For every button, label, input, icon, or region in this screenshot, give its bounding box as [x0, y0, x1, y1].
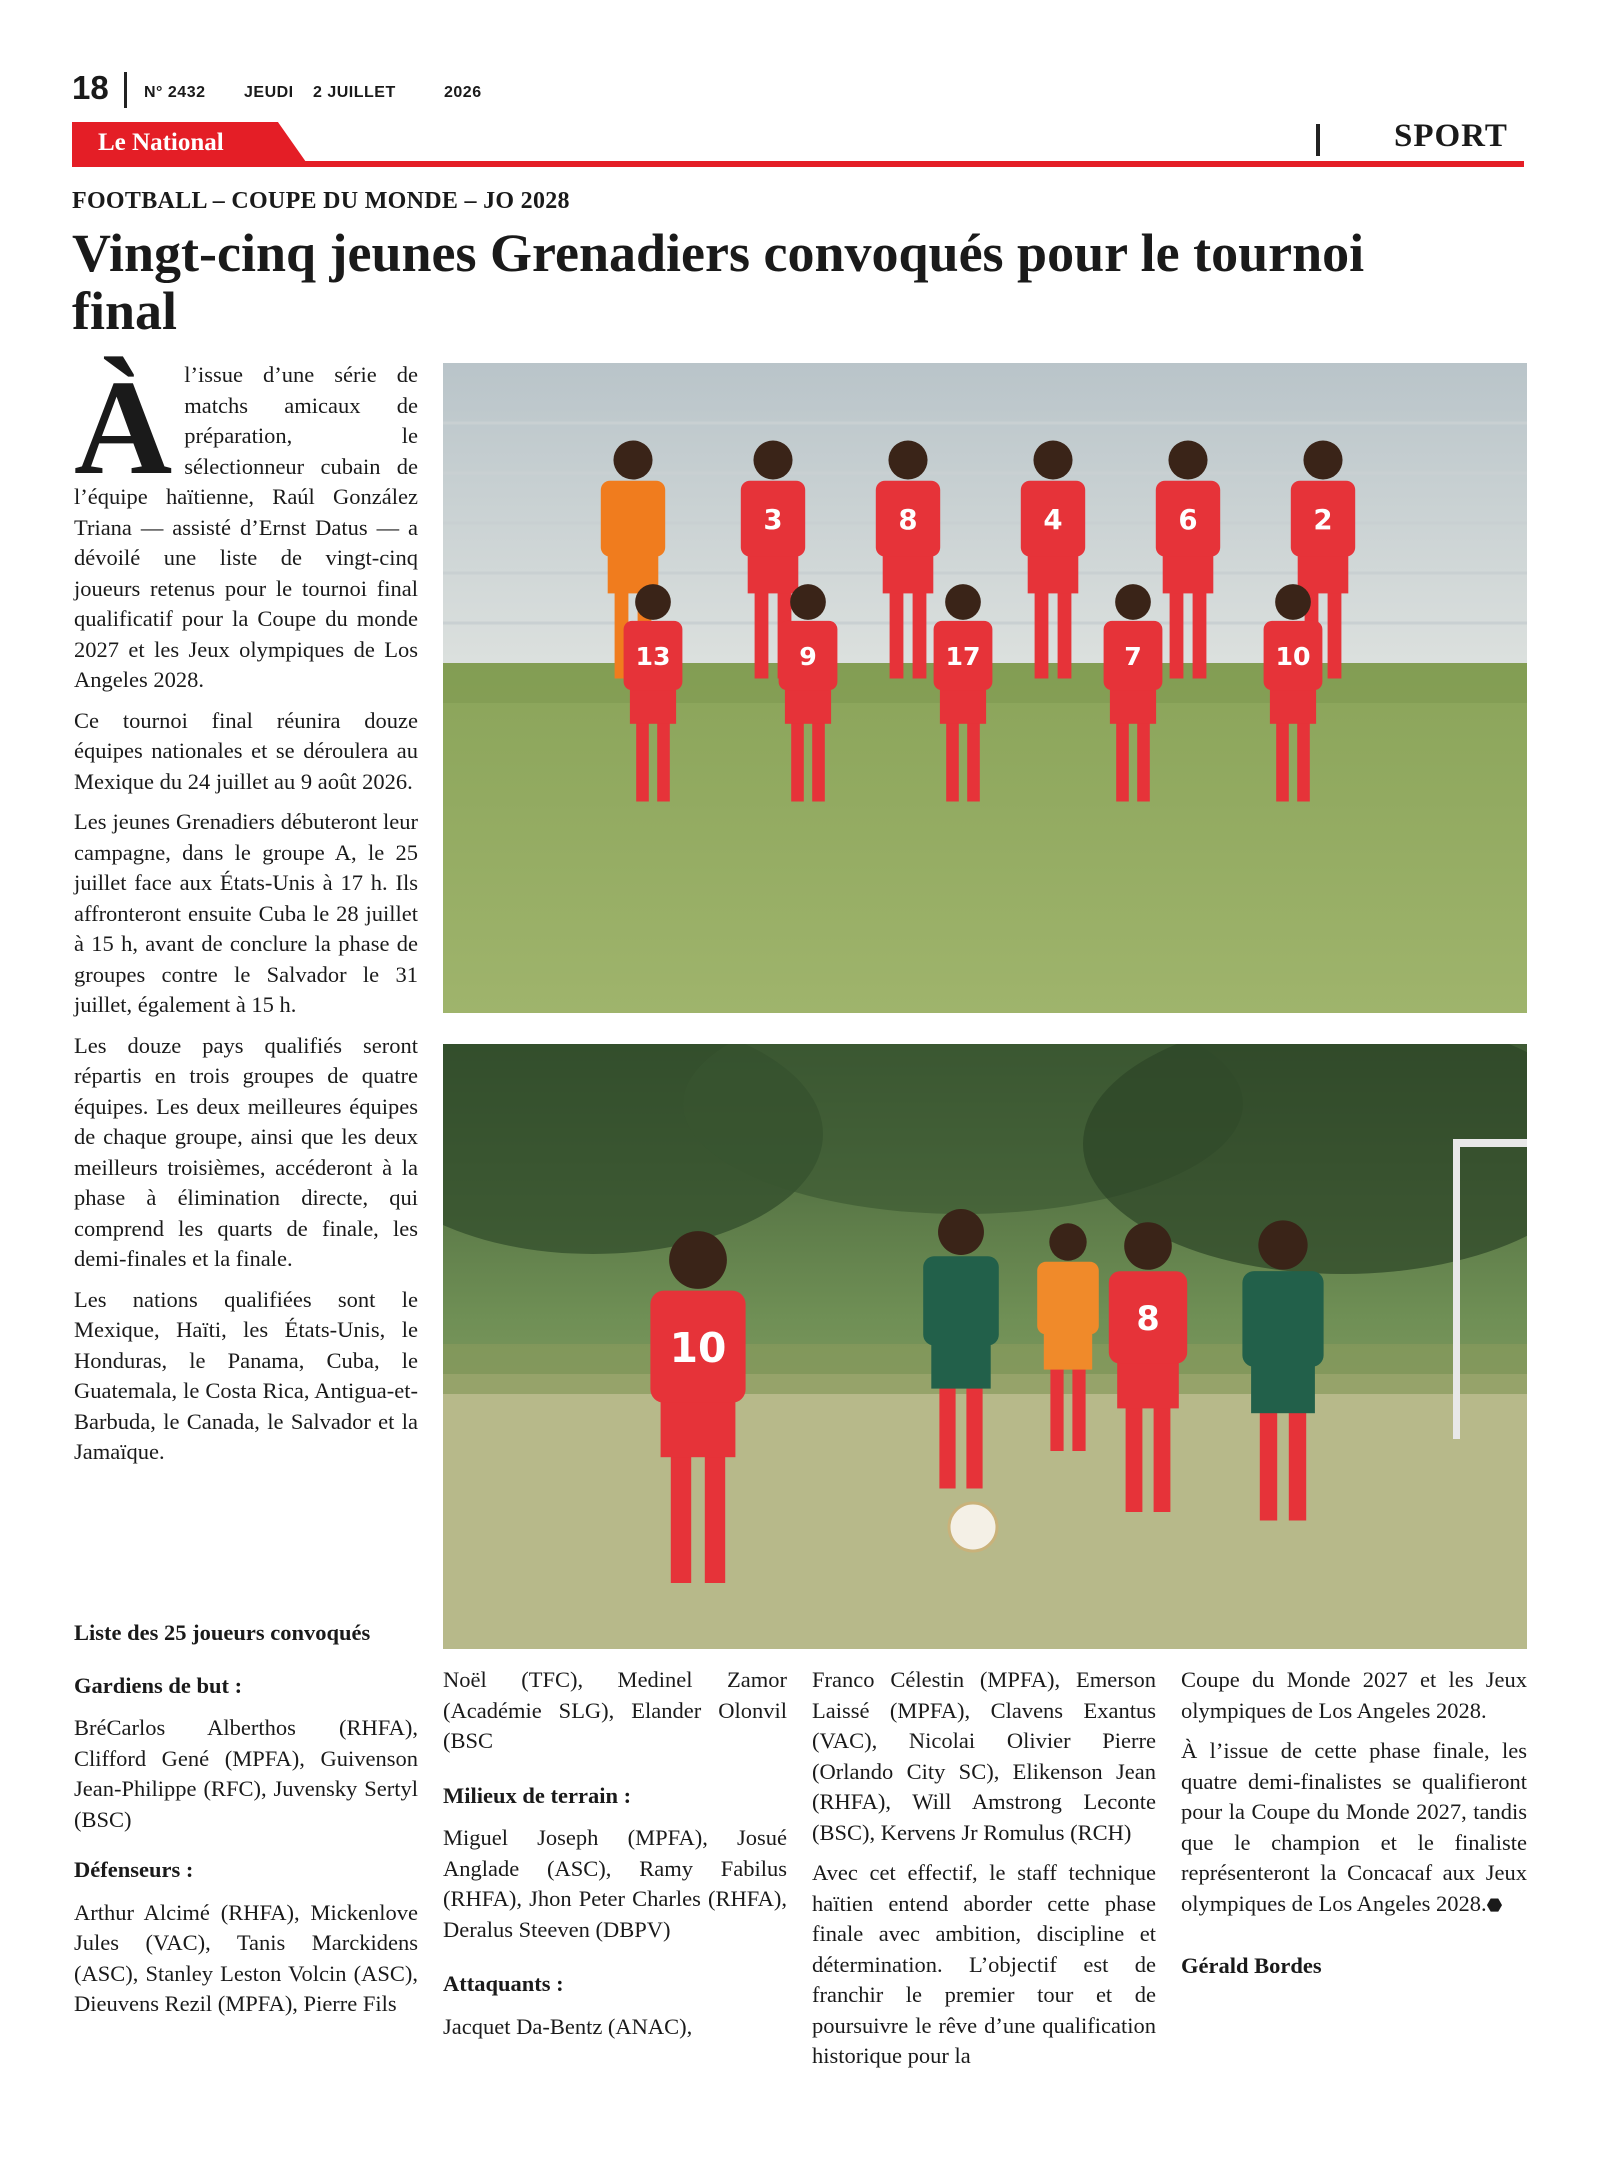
- issue-date: 2 JUILLET: [313, 84, 396, 101]
- midfielders-list: Miguel Joseph (MPFA), Josué Anglade (ASC), Ramy Fabilus (RHFA), Jhon Peter Charles (RHFA), Deralus Steeven (DBPV): [443, 1825, 787, 1942]
- jersey-number: 8: [898, 503, 918, 536]
- jersey-number: 7: [1124, 642, 1142, 671]
- team-photo: [443, 363, 1527, 1013]
- goalkeepers-list: BréCarlos Alberthos (RHFA), Clifford Gené (MPFA), Guivenson Jean-Philippe (RFC), Juvensky Sertyl (BSC): [74, 1715, 418, 1832]
- football: [949, 1503, 997, 1551]
- article-column-1: [74, 353, 418, 1478]
- jersey-number: 9: [799, 642, 817, 671]
- issue-year: 2026: [444, 84, 482, 101]
- drop-cap: À: [74, 353, 173, 503]
- article-kicker: FOOTBALL – COUPE DU MONDE – JO 2028: [72, 188, 570, 214]
- midfielders-heading: Milieux de terrain :: [443, 1782, 632, 1808]
- article-column-2: [443, 1665, 787, 2052]
- jersey-number: 10: [669, 1324, 727, 1372]
- end-mark-icon: ⬣: [1486, 1894, 1503, 1916]
- paragraph-7: [1181, 1736, 1527, 1921]
- paragraph-2: Ce tournoi final réunira douze équipes nationales et se déroulera au Mexique du 24 juillet au 9 août 2026.: [74, 707, 418, 794]
- match-photo: [443, 1044, 1527, 1649]
- paragraph-7-text: À l’issue de cette phase finale, les quatre demi-finalistes se qualifieront pour la Coupe du Monde 2027, tandis que le champion et le finaliste représenteront la Concacaf aux Jeux olympiques de Los Angeles 2028.: [1181, 1738, 1527, 1916]
- defenders-heading: Défenseurs :: [74, 1857, 194, 1882]
- jersey-number: 10: [1275, 642, 1311, 671]
- article-column-4: [1181, 1665, 1527, 1992]
- section-label: SPORT: [1394, 118, 1508, 154]
- paragraph-1-text: l’issue d’une série de matchs amicaux de préparation, le sélectionneur cubain de l’équipe haïtienne, Raúl González Triana — assisté d’Ernst Datus — a dévoilé une liste de vingt-cinq joueurs retenus pour le tournoi final qualificatif pour la Coupe du monde 2027 et les Jeux olympiques de Los Angeles 2028.: [74, 362, 418, 692]
- article-headline: Vingt-cinq jeunes Grenadiers convoqués pour le tournoi final: [72, 223, 1365, 341]
- section-divider: [1316, 124, 1320, 156]
- jersey-number: 8: [1136, 1299, 1160, 1338]
- header-divider: [124, 72, 127, 108]
- brand-name: Le National: [98, 129, 224, 156]
- defenders-list: Arthur Alcimé (RHFA), Mickenlove Jules (VAC), Tanis Marckidens (ASC), Stanley Leston Volcin (ASC), Dieuvens Rezil (MPFA), Pierre Fils: [74, 1899, 418, 2016]
- squad-list-column-1: [74, 1618, 418, 2030]
- jersey-number: 17: [945, 642, 981, 671]
- jersey-number: 13: [635, 642, 671, 671]
- jersey-number: 2: [1313, 503, 1333, 536]
- defenders-list-continued: Noël (TFC), Medinel Zamor (Académie SLG), Elander Olonvil (BSC: [443, 1667, 787, 1753]
- header-rule: [72, 161, 1524, 167]
- paragraph-3: Les jeunes Grenadiers débuteront leur campagne, dans le groupe A, le 25 juillet face aux États-Unis à 17 h. Ils affronteront ensuite Cuba le 28 juillet à 15 h, avant de conclure la phase de groupes contre le Salvador le 31 juillet, également à 15 h.: [74, 809, 418, 1017]
- paragraph-4: Les douze pays qualifiés seront répartis en trois groupes de quatre équipes. Les deux meilleures équipes de chaque groupe, ainsi que les deux meilleurs troisièmes, accéderont à la phase à élimination directe, qui comprend les quarts de finale, les demi-finales et la finale.: [74, 1032, 418, 1271]
- issue-number: N° 2432: [144, 84, 206, 101]
- forwards-list: Jacquet Da-Bentz (ANAC),: [443, 2013, 693, 2039]
- paragraph-1: [74, 353, 418, 696]
- squad-list-title: Liste des 25 joueurs convoqués: [74, 1620, 371, 1645]
- author-byline: Gérald Bordes: [1181, 1953, 1322, 1978]
- forwards-heading: Attaquants :: [443, 1971, 564, 1996]
- page-number: 18: [72, 69, 109, 106]
- paragraph-6-continued: Coupe du Monde 2027 et les Jeux olympiques de Los Angeles 2028.: [1181, 1667, 1527, 1723]
- goalkeepers-heading: Gardiens de but :: [74, 1672, 243, 1698]
- jersey-number: 6: [1178, 503, 1198, 536]
- team-photo-image: [443, 363, 1527, 1013]
- article-column-3: [812, 1665, 1156, 2082]
- issue-day: JEUDI: [244, 84, 294, 101]
- paragraph-6: Avec cet effectif, le staff technique haïtien entend aborder cette phase finale avec ambition, discipline et détermination. L’objectif est de franchir le premier tour et de poursuivre le rêve d’une qualification historique pour la: [812, 1860, 1156, 2068]
- jersey-number: 4: [1043, 503, 1063, 536]
- match-photo-image: [443, 1044, 1527, 1649]
- forwards-list-continued: Franco Célestin (MPFA), Emerson Laissé (MPFA), Clavens Exantus (VAC), Nicolai Olivier Pierre (Orlando City SC), Elikenson Jean (RHFA), Will Amstrong Leconte (BSC), Kervens Jr Romulus (RCH): [812, 1667, 1156, 1845]
- paragraph-5: Les nations qualifiées sont le Mexique, Haïti, les États-Unis, le Honduras, le Panama, Cuba, le Guatemala, le Costa Rica, Antigua-et-Barbuda, le Canada, le Salvador et la Jamaïque.: [74, 1286, 418, 1464]
- jersey-number: 3: [763, 503, 783, 536]
